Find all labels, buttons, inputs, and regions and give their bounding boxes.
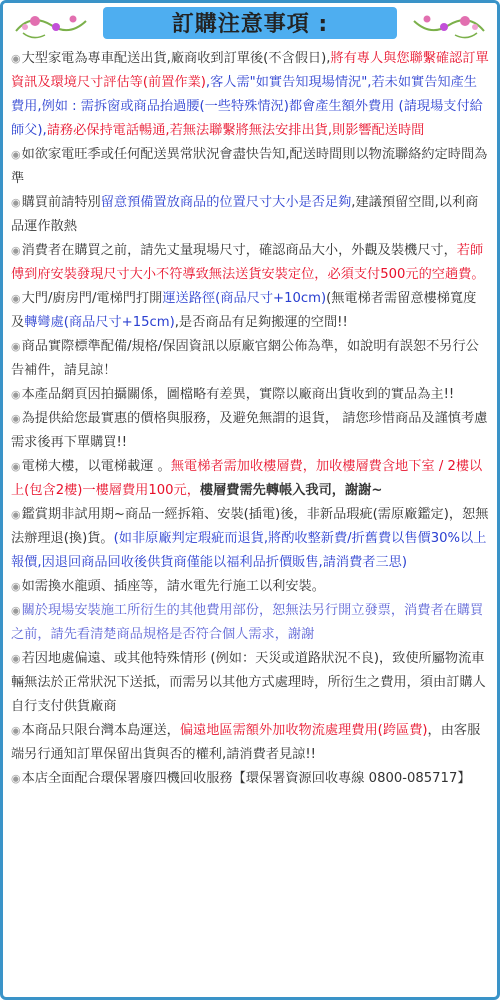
notice-item — [11, 383, 489, 407]
notice-text-segment: (無電梯者需留意樓梯寬度及 — [11, 291, 477, 330]
notice-text-segment: 將有專人與您聯繫確認訂單資訊及環境尺寸評估等(前置作業) — [11, 51, 489, 90]
notice-text-segment: 偏遠地區需額外加收物流處理費用(跨區費) — [179, 723, 428, 738]
notice-text-segment: 大型家電為專車配送出貨,廠商收到訂單後(不含假日), — [21, 51, 331, 66]
notice-text-segment: 關於現場安裝施工所衍生的其他費用部份，恕無法另行開立發票，消費者在購買之前，請先看清楚商品規格是否符合個人需求，謝謝 — [11, 603, 484, 642]
notice-item — [11, 575, 489, 599]
notice-text-segment: ，由客服端另行通知訂單保留出貨與否的權利,請消費者見諒!! — [11, 723, 481, 762]
notice-item — [11, 647, 489, 719]
notice-text-segment: 若因地處偏遠、或其他特殊情形 (例如：天災或道路狀況不良)，致使所屬物流車輛無法於正常狀況下送抵，而需另以其他方式處理時，所衍生之費用，須由訂購人自行支付供貨廠商 — [11, 651, 486, 714]
bullet-icon: ◉ — [11, 292, 21, 305]
notice-item — [11, 335, 489, 383]
notice-text-segment: 本產品網頁因拍攝關係，圖檔略有差異，實際以廠商出貨收到的實品為主!! — [21, 387, 455, 402]
bullet-icon: ◉ — [11, 772, 21, 785]
notice-text-segment: (如非原廠判定瑕疵而退貨,將酌收整新費/折舊費以售價30%以上報價,因退回商品回收後供貨商僅能以福利品折價販售,請消費者三思) — [11, 531, 487, 570]
notice-item — [11, 407, 489, 455]
notice-text-segment: 本商品只限台灣本島運送， — [21, 723, 180, 738]
notice-item — [11, 503, 489, 575]
notice-text-segment: 運送路徑(商品尺寸+10cm) — [162, 291, 327, 306]
notice-text-segment: 請務必保持電話暢通,若無法聯繫將無法安排出貨,則影響配送時間 — [46, 123, 425, 138]
notice-item — [11, 287, 489, 335]
bullet-icon: ◉ — [11, 652, 21, 665]
notice-text-segment: 無電梯者需加收樓層費，加收樓層費含地下室 / 2樓以上(包含2樓)一樓層費用100元， — [11, 459, 483, 498]
notice-text-segment: 如欲家電旺季或任何配送異常狀況會盡快告知,配送時間則以物流聯絡約定時間為準 — [11, 147, 488, 186]
notice-text-segment: 大門/廚房門/電梯門打開 — [21, 291, 163, 306]
notice-text-segment: 消費者在購買之前，請先丈量現場尺寸，確認商品大小，外觀及裝機尺寸， — [21, 243, 457, 258]
page-title — [3, 7, 497, 38]
notice-header — [3, 3, 497, 47]
bullet-icon: ◉ — [11, 580, 21, 593]
notice-item — [11, 719, 489, 767]
notice-text-segment: ,客人需"如實告知現場情況",若未如實告知產生費用,例如 : 需拆窗或商品抬過腰(一些特殊情況)都會產生額外費用 (請現場支付給師父), — [11, 75, 483, 138]
notice-item — [11, 767, 489, 791]
bullet-icon: ◉ — [11, 412, 21, 425]
notice-text-segment: 購買前請特別 — [21, 195, 101, 210]
notice-text-segment: 為提供給您最實惠的價格與服務，及避免無謂的退貨， 請您珍惜商品及謹慎考慮需求後再下單購買!! — [11, 411, 488, 450]
notice-text-segment: 若師傅到府安裝發現尺寸大小不符導致無法送貨安裝定位，必須支付500元的空趟費。 — [11, 243, 485, 282]
bullet-icon: ◉ — [11, 340, 21, 353]
notice-item — [11, 47, 489, 143]
bullet-icon: ◉ — [11, 508, 21, 521]
notice-text-segment: 如需換水龍頭、插座等，請水電先行施工以利安裝。 — [21, 579, 325, 594]
notice-item — [11, 191, 489, 239]
bullet-icon: ◉ — [11, 52, 21, 65]
bullet-icon: ◉ — [11, 244, 21, 257]
bullet-icon: ◉ — [11, 148, 21, 161]
notice-text-segment: ,是否商品有足夠搬運的空間!! — [174, 315, 348, 330]
notice-text-segment: ,建議預留空間,以利商品運作散熱 — [11, 195, 479, 234]
notice-item — [11, 455, 489, 503]
page-title-text: 訂購注意事項 : — [171, 12, 329, 37]
notice-item — [11, 239, 489, 287]
notice-list — [3, 47, 497, 791]
bullet-icon: ◉ — [11, 388, 21, 401]
notice-text-segment: 商品實際標準配備/規格/保固資訊以原廠官網公佈為準，如說明有誤恕不另行公告補件，請見諒！ — [11, 339, 479, 378]
notice-text-segment: 轉彎處(商品尺寸+15cm) — [24, 315, 175, 330]
notice-item — [11, 599, 489, 647]
notice-text-segment: 樓層費需先轉帳入我司，謝謝~ — [199, 483, 383, 498]
notice-text-segment: 留意預備置放商品的位置尺寸大小是否足夠 — [100, 195, 352, 210]
bullet-icon: ◉ — [11, 460, 21, 473]
bullet-icon: ◉ — [11, 196, 21, 209]
notice-text-segment: 本店全面配合環保署廢四機回收服務【環保署資源回收專線 0800-085717】 — [21, 771, 471, 786]
notice-text-segment: 電梯大樓，以電梯載運 。 — [21, 459, 171, 474]
notice-item — [11, 143, 489, 191]
notice-text-segment: 鑑賞期非試用期~商品一經拆箱、安裝(插電)後，非新品瑕疵(需原廠鑑定)，恕無法辦理退(換)貨。 — [11, 507, 489, 546]
bullet-icon: ◉ — [11, 724, 21, 737]
bullet-icon: ◉ — [11, 604, 21, 617]
